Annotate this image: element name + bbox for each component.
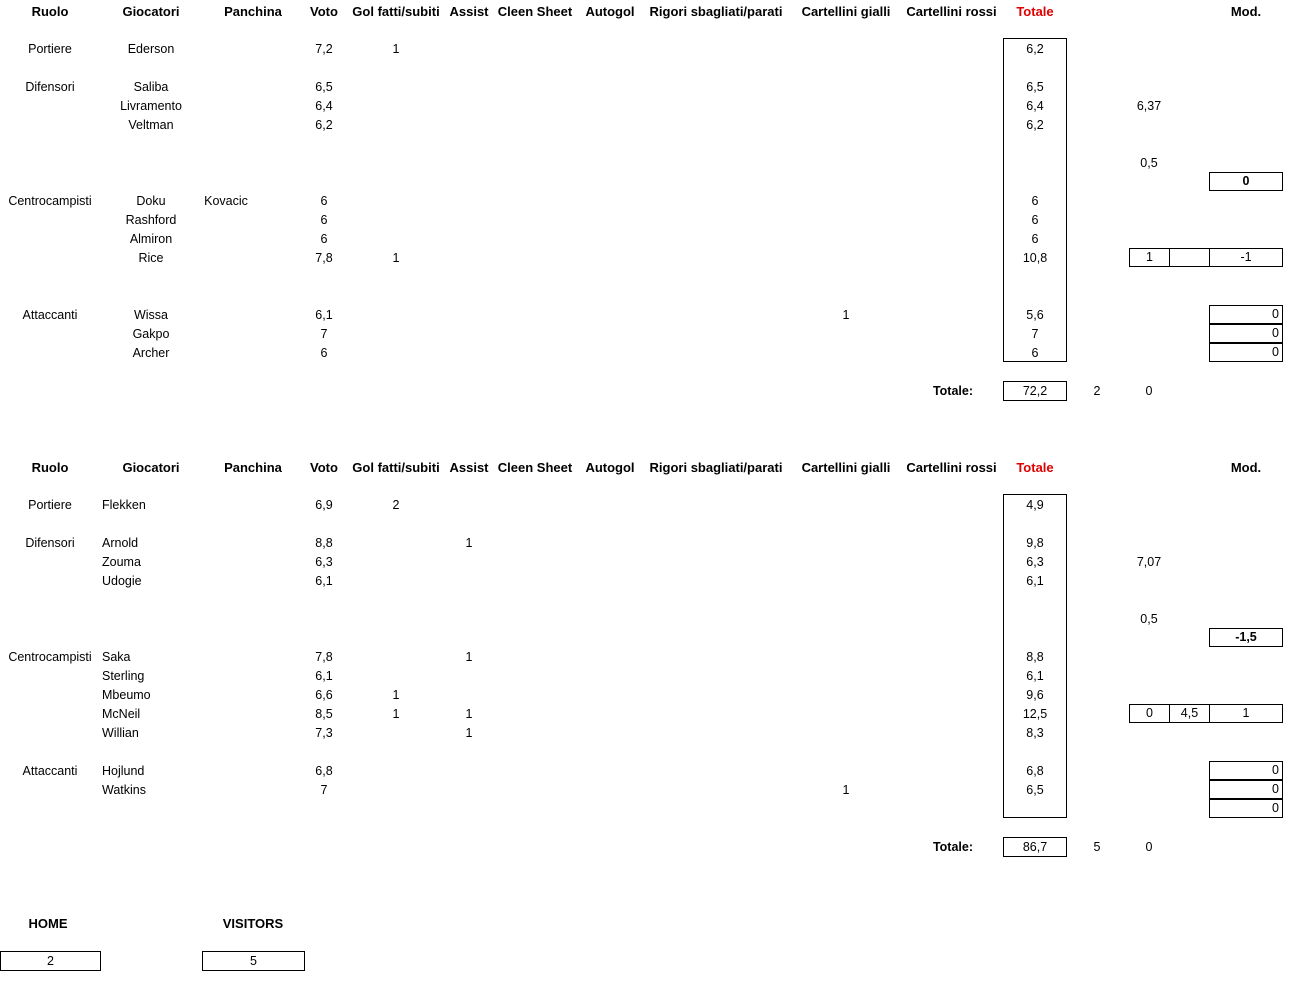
player-name: Flekken bbox=[102, 498, 146, 512]
header-assist: Assist bbox=[449, 4, 489, 19]
player-voto: 7,8 bbox=[315, 251, 333, 265]
visitors-score: 5 bbox=[202, 951, 305, 971]
player-voto: 6,1 bbox=[315, 308, 333, 322]
att-mod-cell: 0 bbox=[1209, 305, 1283, 324]
role-difensori: Difensori bbox=[25, 536, 75, 550]
player-totale: 6,5 bbox=[1026, 783, 1044, 797]
mid-mod-cell: 1 bbox=[1129, 248, 1170, 267]
totale-label: Totale: bbox=[932, 384, 973, 398]
player-name: Udogie bbox=[102, 574, 142, 588]
header-gol: Gol fatti/subiti bbox=[352, 4, 440, 19]
att-mod-cell: 0 bbox=[1209, 761, 1283, 780]
player-totale: 6,8 bbox=[1026, 764, 1044, 778]
header-giocatori: Giocatori bbox=[122, 4, 180, 19]
home-score: 2 bbox=[0, 951, 101, 971]
player-totale: 7 bbox=[1031, 327, 1039, 341]
player-voto: 6 bbox=[320, 194, 328, 208]
player-name: Zouma bbox=[102, 555, 141, 569]
player-assist: 1 bbox=[465, 707, 473, 721]
header-panchina: Panchina bbox=[224, 4, 282, 19]
header-panchina: Panchina bbox=[224, 460, 282, 475]
player-totale: 6,1 bbox=[1026, 669, 1044, 683]
header-voto: Voto bbox=[310, 460, 338, 475]
header-clean-sheet: Cleen Sheet bbox=[497, 4, 573, 19]
player-name: Rice bbox=[138, 251, 164, 265]
def-factor: 0,5 bbox=[1140, 156, 1158, 170]
header-gialli: Cartellini gialli bbox=[801, 460, 891, 475]
player-name: Livramento bbox=[120, 99, 182, 113]
header-mod: Mod. bbox=[1230, 460, 1262, 475]
mid-mod-cell: -1 bbox=[1209, 248, 1283, 267]
header-autogol: Autogol bbox=[585, 460, 635, 475]
player-voto: 6 bbox=[320, 346, 328, 360]
player-voto: 8,8 bbox=[315, 536, 333, 550]
player-voto: 6,2 bbox=[315, 118, 333, 132]
role-centrocampisti: Centrocampisti bbox=[8, 650, 92, 664]
player-name: Doku bbox=[136, 194, 166, 208]
player-gol: 1 bbox=[392, 42, 400, 56]
team-extra: 0 bbox=[1145, 840, 1153, 854]
totale-value: 86,7 bbox=[1003, 837, 1067, 857]
player-totale: 10,8 bbox=[1022, 251, 1048, 265]
player-name: Saka bbox=[102, 650, 131, 664]
player-assist: 1 bbox=[465, 536, 473, 550]
player-gialli: 1 bbox=[842, 308, 850, 322]
def-mod-cell: -1,5 bbox=[1209, 628, 1283, 647]
visitors-label: VISITORS bbox=[222, 916, 284, 931]
player-name: Hojlund bbox=[102, 764, 145, 778]
player-voto: 7,3 bbox=[315, 726, 333, 740]
def-mod-cell: 0 bbox=[1209, 172, 1283, 191]
header-rossi: Cartellini rossi bbox=[906, 4, 997, 19]
header-rigori: Rigori sbagliati/parati bbox=[649, 460, 783, 475]
att-mod-cell: 0 bbox=[1209, 780, 1283, 799]
att-mod-cell: 0 bbox=[1209, 799, 1283, 818]
player-totale: 8,3 bbox=[1026, 726, 1044, 740]
player-voto: 7 bbox=[320, 783, 328, 797]
player-voto: 6,1 bbox=[315, 669, 333, 683]
player-totale: 6,3 bbox=[1026, 555, 1044, 569]
header-gol: Gol fatti/subiti bbox=[352, 460, 440, 475]
player-name: Gakpo bbox=[132, 327, 170, 341]
player-name: Veltman bbox=[128, 118, 174, 132]
header-voto: Voto bbox=[310, 4, 338, 19]
header-clean-sheet: Cleen Sheet bbox=[497, 460, 573, 475]
player-name: McNeil bbox=[102, 707, 141, 721]
mid-mod-cell: 1 bbox=[1209, 704, 1283, 723]
player-voto: 6 bbox=[320, 213, 328, 227]
player-gol: 1 bbox=[392, 688, 400, 702]
totale-label: Totale: bbox=[932, 840, 973, 854]
role-difensori: Difensori bbox=[25, 80, 75, 94]
att-mod-cell: 0 bbox=[1209, 343, 1283, 362]
role-portiere: Portiere bbox=[28, 42, 72, 56]
player-gol: 1 bbox=[392, 251, 400, 265]
player-totale: 6 bbox=[1031, 194, 1039, 208]
team-extra: 0 bbox=[1145, 384, 1153, 398]
player-name: Almiron bbox=[129, 232, 173, 246]
player-gol: 1 bbox=[392, 707, 400, 721]
player-name: Archer bbox=[132, 346, 170, 360]
player-totale: 4,9 bbox=[1026, 498, 1044, 512]
role-portiere: Portiere bbox=[28, 498, 72, 512]
mid-mod-cell bbox=[1169, 248, 1210, 267]
header-gialli: Cartellini gialli bbox=[801, 4, 891, 19]
header-giocatori: Giocatori bbox=[122, 460, 180, 475]
player-name: Sterling bbox=[102, 669, 145, 683]
def-average: 6,37 bbox=[1136, 99, 1162, 113]
player-totale: 6 bbox=[1031, 346, 1039, 360]
player-totale: 12,5 bbox=[1022, 707, 1048, 721]
player-voto: 6 bbox=[320, 232, 328, 246]
totale-value: 72,2 bbox=[1003, 381, 1067, 401]
player-voto: 7,8 bbox=[315, 650, 333, 664]
player-voto: 7,2 bbox=[315, 42, 333, 56]
player-gialli: 1 bbox=[842, 783, 850, 797]
header-rigori: Rigori sbagliati/parati bbox=[649, 4, 783, 19]
player-name: Mbeumo bbox=[102, 688, 151, 702]
player-voto: 6,9 bbox=[315, 498, 333, 512]
att-mod-cell: 0 bbox=[1209, 324, 1283, 343]
player-assist: 1 bbox=[465, 726, 473, 740]
player-voto: 6,3 bbox=[315, 555, 333, 569]
player-voto: 6,8 bbox=[315, 764, 333, 778]
player-totale: 6,4 bbox=[1026, 99, 1044, 113]
header-mod: Mod. bbox=[1230, 4, 1262, 19]
player-gol: 2 bbox=[392, 498, 400, 512]
player-name: Wissa bbox=[133, 308, 169, 322]
player-voto: 6,5 bbox=[315, 80, 333, 94]
header-totale: Totale bbox=[1016, 4, 1054, 19]
player-totale: 6,5 bbox=[1026, 80, 1044, 94]
role-centrocampisti: Centrocampisti bbox=[8, 194, 92, 208]
role-attaccanti: Attaccanti bbox=[22, 764, 78, 778]
player-totale: 6 bbox=[1031, 232, 1039, 246]
header-assist: Assist bbox=[449, 460, 489, 475]
header-autogol: Autogol bbox=[585, 4, 635, 19]
header-totale: Totale bbox=[1016, 460, 1054, 475]
player-name: Willian bbox=[102, 726, 139, 740]
team-goals: 2 bbox=[1093, 384, 1101, 398]
def-factor: 0,5 bbox=[1140, 612, 1158, 626]
team-goals: 5 bbox=[1093, 840, 1101, 854]
player-name: Rashford bbox=[125, 213, 177, 227]
player-name: Watkins bbox=[102, 783, 146, 797]
player-totale: 6,2 bbox=[1026, 118, 1044, 132]
player-totale: 5,6 bbox=[1026, 308, 1044, 322]
header-ruolo: Ruolo bbox=[31, 4, 69, 19]
player-voto: 6,4 bbox=[315, 99, 333, 113]
player-totale: 6,2 bbox=[1026, 42, 1044, 56]
player-voto: 8,5 bbox=[315, 707, 333, 721]
player-totale: 9,6 bbox=[1026, 688, 1044, 702]
player-voto: 6,1 bbox=[315, 574, 333, 588]
mid-mod-cell: 0 bbox=[1129, 704, 1170, 723]
player-name: Arnold bbox=[102, 536, 139, 550]
player-totale: 9,8 bbox=[1026, 536, 1044, 550]
player-totale: 6 bbox=[1031, 213, 1039, 227]
player-voto: 7 bbox=[320, 327, 328, 341]
player-name: Ederson bbox=[127, 42, 175, 56]
player-name: Saliba bbox=[133, 80, 169, 94]
header-rossi: Cartellini rossi bbox=[906, 460, 997, 475]
player-panchina: Kovacic bbox=[204, 194, 248, 208]
def-average: 7,07 bbox=[1136, 555, 1162, 569]
home-label: HOME bbox=[28, 916, 68, 931]
player-assist: 1 bbox=[465, 650, 473, 664]
player-totale: 8,8 bbox=[1026, 650, 1044, 664]
player-totale: 6,1 bbox=[1026, 574, 1044, 588]
mid-mod-cell: 4,5 bbox=[1169, 704, 1210, 723]
role-attaccanti: Attaccanti bbox=[22, 308, 78, 322]
player-voto: 6,6 bbox=[315, 688, 333, 702]
header-ruolo: Ruolo bbox=[31, 460, 69, 475]
